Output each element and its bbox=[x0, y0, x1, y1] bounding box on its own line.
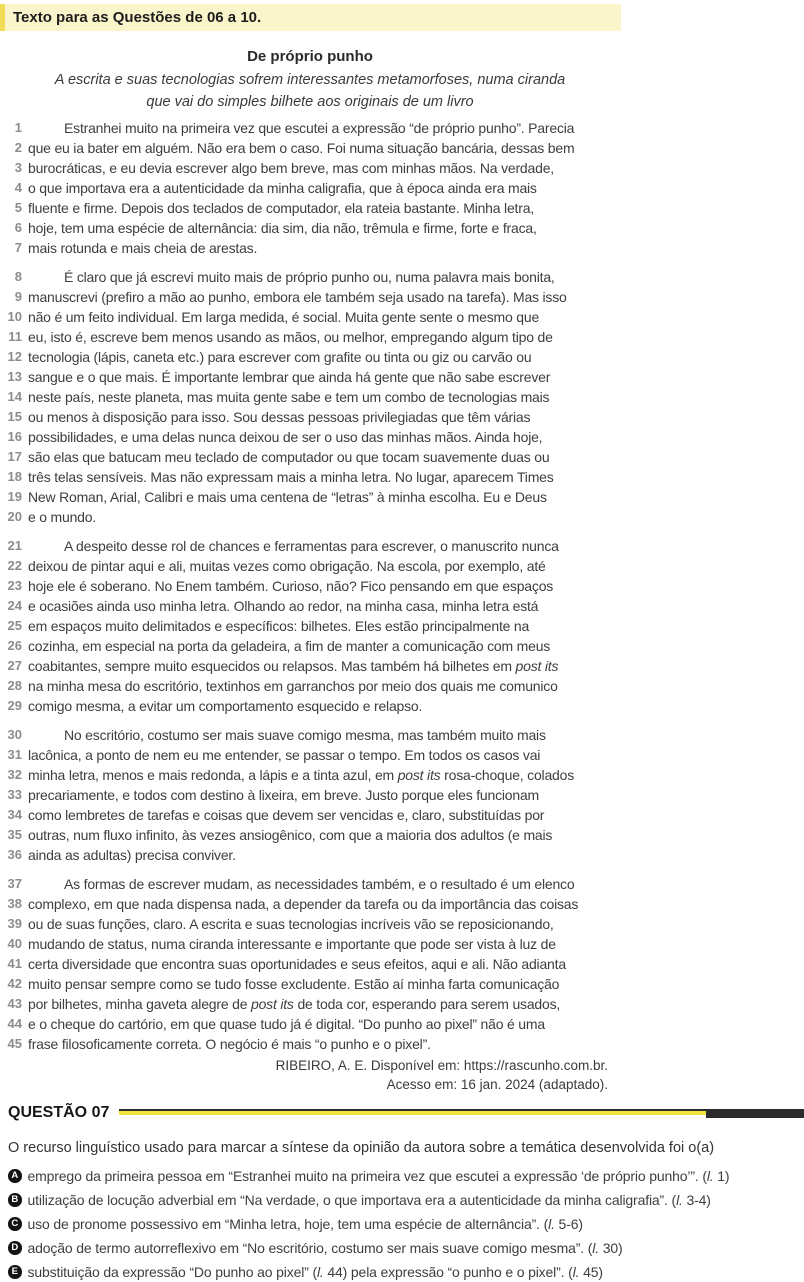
text-segment: A despeito desse rol de chances e ferramentas para escrever, o manuscrito nunca bbox=[64, 538, 559, 554]
text-line bbox=[0, 845, 804, 865]
italic-text-segment: l. bbox=[676, 1192, 683, 1208]
line-number: 22 bbox=[7, 558, 22, 573]
text-reference-banner bbox=[0, 4, 621, 31]
text-line bbox=[0, 487, 804, 507]
line-number: 27 bbox=[7, 658, 22, 673]
text-segment: tecnologia (lápis, caneta etc.) para escrever com grafite ou tinta ou giz ou carvão ou bbox=[28, 349, 532, 365]
option-e[interactable] bbox=[8, 1262, 796, 1282]
line-number: 32 bbox=[7, 767, 22, 782]
line-text bbox=[28, 307, 539, 327]
question-number-label: QUESTÃO 07 bbox=[8, 1104, 110, 1121]
text-segment: manuscrevi (prefiro a mão ao punho, embora ele também seja usado na tarefa). Mas isso bbox=[28, 289, 567, 305]
text-segment: ainda as adultas) precisa conviver. bbox=[28, 847, 236, 863]
text-segment: ou de suas funções, claro. A escrita e suas tecnologias incríveis vão se reposicionando, bbox=[28, 916, 554, 932]
line-number: 3 bbox=[14, 160, 22, 175]
text-segment: frase filosoficamente correta. O negócio é mais “o punho e o pixel”. bbox=[28, 1036, 431, 1052]
text-line bbox=[0, 745, 804, 765]
text-segment: e o mundo. bbox=[28, 509, 97, 525]
text-line bbox=[0, 616, 804, 636]
line-number: 41 bbox=[7, 956, 22, 971]
text-line bbox=[0, 238, 804, 258]
italic-text-segment: l. bbox=[316, 1264, 324, 1280]
text-segment: que eu ia bater em alguém. Não era bem o caso. Foi numa situação bancária, dessas bem bbox=[28, 140, 575, 156]
text-segment: complexo, em que nada dispensa nada, a depender da tarefa ou da importância das coisas bbox=[28, 896, 579, 912]
text-segment: em espaços muito delimitados e específicos: bilhetes. Eles estão principalmente na bbox=[28, 618, 530, 634]
line-number: 29 bbox=[7, 698, 22, 713]
line-number: 5 bbox=[14, 200, 22, 215]
paragraph bbox=[0, 118, 804, 258]
text-segment: três telas sensíveis. Mas não expressam mais a minha letra. No lugar, aparecem Times bbox=[28, 469, 554, 485]
option-letter-badge: A bbox=[8, 1169, 22, 1183]
line-text bbox=[28, 676, 558, 696]
text-segment: As formas de escrever mudam, as necessidades também, e o resultado é um elenco bbox=[64, 876, 575, 892]
text-segment: outras, num fluxo infinito, às vezes ansiogênico, com que a maioria dos adultos (e mais bbox=[28, 827, 553, 843]
line-number: 6 bbox=[14, 220, 22, 235]
text-line bbox=[0, 198, 804, 218]
line-text bbox=[28, 874, 574, 894]
question-stem: O recurso linguístico usado para marcar a síntese da opinião da autora sobre a temática desenvolvida foi o(a) bbox=[8, 1140, 715, 1156]
line-number: 43 bbox=[7, 996, 22, 1011]
line-number: 26 bbox=[7, 638, 22, 653]
line-number: 15 bbox=[7, 409, 22, 424]
text-segment: substituição da expressão “Do punho ao pixel” ( bbox=[27, 1264, 317, 1280]
divider-yellow-segment bbox=[119, 1109, 706, 1115]
text-segment: mais rotunda e mais cheia de arestas. bbox=[28, 240, 258, 256]
text-line bbox=[0, 307, 804, 327]
passage-subtitle-line1: A escrita e suas tecnologias sofrem interessantes metamorfoses, numa ciranda bbox=[54, 72, 566, 88]
text-line bbox=[0, 596, 804, 616]
line-text bbox=[28, 1014, 545, 1034]
text-segment: e ocasiões ainda uso minha letra. Olhando ao redor, na minha casa, minha letra está bbox=[28, 598, 539, 614]
text-line bbox=[0, 118, 804, 138]
text-segment: emprego da primeira pessoa em “Estranhei muito na primeira vez que escutei a expressão ‘de próprio punho’”. ( bbox=[27, 1168, 707, 1184]
line-text bbox=[28, 427, 542, 447]
line-text bbox=[28, 387, 549, 407]
option-letter-badge: E bbox=[8, 1265, 22, 1279]
text-segment: deixou de pintar aqui e ali, muitas vezes como obrigação. Na escola, por exemplo, até bbox=[28, 558, 546, 574]
text-segment: não é um feito individual. Em larga medida, é social. Muita gente sente o mesmo que bbox=[28, 309, 540, 325]
line-text bbox=[28, 536, 559, 556]
text-line bbox=[0, 556, 804, 576]
text-line bbox=[0, 805, 804, 825]
text-segment: eu, isto é, escreve bem menos usando as mãos, ou melhor, empregando algum tipo de bbox=[28, 329, 553, 345]
text-segment: possibilidades, e uma delas nunca deixou de ser o uso das minhas mãos. Ainda hoje, bbox=[28, 429, 543, 445]
text-line bbox=[0, 367, 804, 387]
line-text bbox=[28, 327, 553, 347]
line-text bbox=[28, 974, 559, 994]
line-text bbox=[28, 765, 574, 785]
line-text bbox=[28, 556, 546, 576]
line-text bbox=[28, 785, 539, 805]
line-text bbox=[28, 596, 538, 616]
text-line bbox=[0, 576, 804, 596]
text-segment: 30) bbox=[598, 1240, 623, 1256]
text-body bbox=[0, 118, 804, 1054]
line-number: 7 bbox=[14, 240, 22, 255]
line-number: 45 bbox=[7, 1036, 22, 1051]
line-number: 37 bbox=[7, 876, 22, 891]
text-line bbox=[0, 974, 804, 994]
text-segment: certa diversidade que encontra suas oportunidades e seus efeitos, aqui e ali. Não adianta bbox=[28, 956, 566, 972]
text-line bbox=[0, 347, 804, 367]
text-line bbox=[0, 447, 804, 467]
italic-text-segment: l. bbox=[706, 1168, 714, 1184]
text-segment: sangue e o que mais. É importante lembrar que ainda há gente que não sabe escrever bbox=[28, 369, 551, 385]
text-segment: New Roman, Arial, Calibri e mais uma centena de “letras” à minha escolha. Eu e Deus bbox=[28, 489, 547, 505]
text-segment: uso de pronome possessivo em “Minha letra, hoje, tem uma espécie de alternância”. ( bbox=[27, 1216, 549, 1232]
text-segment: 44) pela expressão “o punho e o pixel”. ( bbox=[323, 1264, 573, 1280]
paragraph bbox=[0, 267, 804, 527]
text-line bbox=[0, 218, 804, 238]
text-segment: como lembretes de tarefas e coisas que devem ser vencidas e, claro, substituídas por bbox=[28, 807, 545, 823]
line-text bbox=[28, 218, 537, 238]
text-segment: mudando de status, numa ciranda interessante e importante que pode ser vista à luz de bbox=[28, 936, 556, 952]
line-number: 8 bbox=[14, 269, 22, 284]
line-text bbox=[28, 347, 531, 367]
line-text bbox=[28, 1034, 431, 1054]
line-text bbox=[28, 287, 567, 307]
line-text bbox=[28, 158, 554, 178]
line-number: 1 bbox=[14, 120, 22, 135]
text-segment: lacônica, a ponto de nem eu me entender, se passar o tempo. Em todos os casos vai bbox=[28, 747, 541, 763]
text-segment: de toda cor, esperando para serem usados, bbox=[293, 996, 561, 1012]
line-text bbox=[28, 656, 558, 676]
line-number: 28 bbox=[7, 678, 22, 693]
line-text bbox=[28, 914, 554, 934]
line-text bbox=[28, 407, 530, 427]
text-line bbox=[0, 994, 804, 1014]
paragraph bbox=[0, 725, 804, 865]
text-segment: utilização de locução adverbial em “Na verdade, o que importava era a autenticidade da minha caligrafia”. ( bbox=[27, 1192, 677, 1208]
citation-source: RIBEIRO, A. E. Disponível em: https://rascunho.com.br. bbox=[275, 1058, 608, 1073]
text-segment: adoção de termo autorreflexivo em “No escritório, costumo ser mais suave comigo mesma”. ( bbox=[27, 1240, 593, 1256]
line-number: 39 bbox=[7, 916, 22, 931]
text-line bbox=[0, 287, 804, 307]
line-number: 34 bbox=[7, 807, 22, 822]
text-segment: É claro que já escrevi muito mais de próprio punho ou, numa palavra mais bonita, bbox=[64, 269, 555, 285]
italic-text-segment: post its bbox=[250, 996, 294, 1012]
line-number: 25 bbox=[7, 618, 22, 633]
option-d[interactable] bbox=[8, 1238, 796, 1258]
italic-text-segment: post its bbox=[397, 767, 441, 783]
line-number: 2 bbox=[14, 140, 22, 155]
text-segment: por bilhetes, minha gaveta alegre de bbox=[28, 996, 251, 1012]
text-line bbox=[0, 914, 804, 934]
italic-text-segment: l. bbox=[572, 1264, 580, 1280]
line-number: 18 bbox=[7, 469, 22, 484]
text-reference-label: Texto para as Questões de 06 a 10. bbox=[13, 9, 262, 26]
passage-title: De próprio punho bbox=[247, 48, 373, 65]
line-number: 16 bbox=[7, 429, 22, 444]
text-line bbox=[0, 676, 804, 696]
text-line bbox=[0, 765, 804, 785]
line-number: 31 bbox=[7, 747, 22, 762]
text-line bbox=[0, 536, 804, 556]
line-text bbox=[28, 198, 534, 218]
line-number: 20 bbox=[7, 509, 22, 524]
italic-text-segment: l. bbox=[592, 1240, 599, 1256]
line-number: 11 bbox=[8, 329, 22, 344]
option-text bbox=[28, 1262, 603, 1282]
line-number: 42 bbox=[7, 976, 22, 991]
text-line bbox=[0, 656, 804, 676]
text-segment: neste país, neste planeta, mas muita gente sabe e tem um combo de tecnologias mais bbox=[28, 389, 550, 405]
question-divider-bar bbox=[119, 1109, 804, 1118]
option-c[interactable] bbox=[8, 1214, 796, 1234]
line-text bbox=[28, 616, 529, 636]
line-number: 35 bbox=[7, 827, 22, 842]
divider-black-segment bbox=[706, 1109, 804, 1118]
line-text bbox=[28, 467, 554, 487]
text-line bbox=[0, 785, 804, 805]
line-number: 21 bbox=[7, 538, 22, 553]
line-number: 14 bbox=[7, 389, 22, 404]
text-segment: 1) bbox=[713, 1168, 730, 1184]
text-segment: hoje, tem uma espécie de alternância: dia sim, dia não, trêmula e firme, forte e fraca, bbox=[28, 220, 537, 236]
text-line bbox=[0, 387, 804, 407]
text-line bbox=[0, 327, 804, 347]
line-text bbox=[28, 696, 422, 716]
line-text bbox=[28, 805, 544, 825]
text-line bbox=[0, 407, 804, 427]
option-b[interactable] bbox=[8, 1190, 796, 1210]
text-segment: No escritório, costumo ser mais suave comigo mesma, mas também muito mais bbox=[64, 727, 546, 743]
line-text bbox=[28, 138, 574, 158]
text-segment: 45) bbox=[579, 1264, 603, 1280]
line-text bbox=[28, 238, 257, 258]
line-text bbox=[28, 118, 574, 138]
line-text bbox=[28, 576, 553, 596]
text-segment: cozinha, em especial na porta da geladeira, a fim de manter a comunicação com meus bbox=[28, 638, 551, 654]
text-line bbox=[0, 954, 804, 974]
passage-subtitle-line2: que vai do simples bilhete aos originais de um livro bbox=[146, 94, 474, 110]
line-text bbox=[28, 487, 547, 507]
option-letter-badge: C bbox=[8, 1217, 22, 1231]
text-line bbox=[0, 158, 804, 178]
text-line bbox=[0, 894, 804, 914]
text-line bbox=[0, 507, 804, 527]
text-line bbox=[0, 178, 804, 198]
option-text bbox=[28, 1166, 730, 1186]
option-letter-badge: D bbox=[8, 1241, 22, 1255]
option-text bbox=[28, 1190, 711, 1210]
line-text bbox=[28, 367, 550, 387]
text-line bbox=[0, 934, 804, 954]
text-segment: muito pensar sempre como se tudo fosse excludente. Estão aí minha farta comunicação bbox=[28, 976, 560, 992]
line-text bbox=[28, 994, 560, 1014]
text-segment: comigo mesma, a evitar um comportamento esquecido e relapso. bbox=[28, 698, 423, 714]
line-text bbox=[28, 267, 555, 287]
line-number: 40 bbox=[7, 936, 22, 951]
option-text bbox=[28, 1214, 583, 1234]
line-text bbox=[28, 636, 550, 656]
text-line bbox=[0, 725, 804, 745]
option-text bbox=[28, 1238, 623, 1258]
line-number: 4 bbox=[14, 180, 22, 195]
text-segment: 3-4) bbox=[682, 1192, 711, 1208]
line-text bbox=[28, 507, 96, 527]
text-line bbox=[0, 1014, 804, 1034]
line-text bbox=[28, 894, 578, 914]
paragraph bbox=[0, 874, 804, 1054]
line-number: 9 bbox=[14, 289, 22, 304]
text-segment: 5-6) bbox=[554, 1216, 583, 1232]
text-segment: minha letra, menos e mais redonda, a lápis e a tinta azul, em bbox=[28, 767, 398, 783]
text-line bbox=[0, 467, 804, 487]
text-segment: hoje ele é soberano. No Enem também. Curioso, não? Fico pensando em que espaços bbox=[28, 578, 554, 594]
text-segment: precariamente, e todos com destino à lixeira, em breve. Justo porque eles funcionam bbox=[28, 787, 540, 803]
line-number: 10 bbox=[7, 309, 22, 324]
line-number: 23 bbox=[7, 578, 22, 593]
line-text bbox=[28, 745, 540, 765]
line-number: 19 bbox=[7, 489, 22, 504]
text-segment: rosa-choque, colados bbox=[440, 767, 575, 783]
text-line bbox=[0, 874, 804, 894]
italic-text-segment: l. bbox=[548, 1216, 555, 1232]
paragraph bbox=[0, 536, 804, 716]
text-segment: são elas que batucam meu teclado de computador ou que tocam suavemente duas ou bbox=[28, 449, 550, 465]
options-list bbox=[8, 1166, 796, 1282]
option-letter-badge: B bbox=[8, 1193, 22, 1207]
text-segment: ou menos à disposição para isso. Sou dessas pessoas privilegiadas que têm várias bbox=[28, 409, 531, 425]
text-segment: o que importava era a autenticidade da minha caligrafia, que à época ainda era mais bbox=[28, 180, 537, 196]
text-line bbox=[0, 138, 804, 158]
text-segment: burocráticas, e eu devia escrever algo bem breve, mas com minhas mãos. Na verdade, bbox=[28, 160, 554, 176]
citation-access-date: Acesso em: 16 jan. 2024 (adaptado). bbox=[386, 1077, 608, 1092]
line-number: 44 bbox=[7, 1016, 22, 1031]
line-text bbox=[28, 178, 537, 198]
line-number: 13 bbox=[7, 369, 22, 384]
line-number: 12 bbox=[7, 349, 22, 364]
text-segment: coabitantes, sempre muito esquecidos ou relapsos. Mas também há bilhetes em bbox=[28, 658, 516, 674]
line-text bbox=[28, 934, 556, 954]
line-text bbox=[28, 725, 546, 745]
citation bbox=[0, 1056, 608, 1094]
line-number: 36 bbox=[7, 847, 22, 862]
line-number: 30 bbox=[7, 727, 22, 742]
question-header bbox=[0, 1102, 804, 1124]
italic-text-segment: post its bbox=[515, 658, 559, 674]
passage-subtitle bbox=[0, 69, 620, 113]
text-line bbox=[0, 1034, 804, 1054]
text-line bbox=[0, 267, 804, 287]
line-number: 38 bbox=[7, 896, 22, 911]
line-number: 33 bbox=[7, 787, 22, 802]
text-line bbox=[0, 427, 804, 447]
text-segment: Estranhei muito na primeira vez que escutei a expressão “de próprio punho”. Parecia bbox=[64, 120, 575, 136]
text-segment: e o cheque do cartório, em que quase tudo já é digital. “Do punho ao pixel” não é uma bbox=[28, 1016, 545, 1032]
text-line bbox=[0, 696, 804, 716]
text-line bbox=[0, 636, 804, 656]
line-number: 17 bbox=[7, 449, 22, 464]
exam-page bbox=[0, 4, 804, 1280]
line-text bbox=[28, 954, 566, 974]
text-segment: na minha mesa do escritório, textinhos em garranchos por meio dos quais me comunico bbox=[28, 678, 558, 694]
line-text bbox=[28, 825, 552, 845]
line-text bbox=[28, 845, 236, 865]
text-segment: fluente e firme. Depois dos teclados de computador, ela rateia bastante. Minha letra, bbox=[28, 200, 534, 216]
text-line bbox=[0, 825, 804, 845]
line-text bbox=[28, 447, 549, 467]
option-a[interactable] bbox=[8, 1166, 796, 1186]
line-number: 24 bbox=[7, 598, 22, 613]
